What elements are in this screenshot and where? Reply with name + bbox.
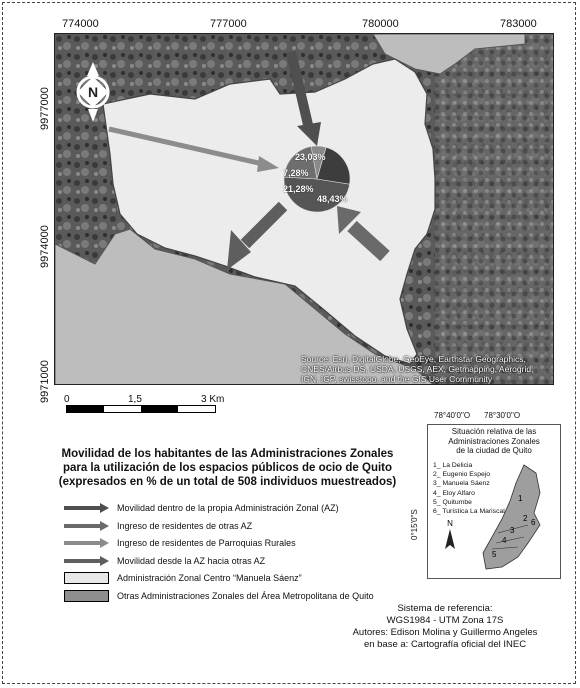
y-coord-label: 9974000	[39, 225, 51, 268]
inset-map	[428, 425, 560, 578]
x-coord-label: 774000	[62, 18, 99, 30]
legend-item	[64, 536, 414, 550]
map-attribution: Source: Esri, DigitalGlobe, GeoEye, Earthstar Geographics, CNES/Airbus DS, USDA, USGS, AEX, Getmapping, Aerogrid, IGN, IGP, swisstopo, and the GIS User Community	[301, 354, 534, 384]
legend-label: Ingreso de residentes de otras AZ	[117, 520, 253, 531]
inset-list-item: 4_ Eloy Alfaro	[433, 489, 475, 497]
inset-title-line: Situación relativa de las	[451, 427, 537, 436]
inset-title-line: Administraciones Zonales	[448, 436, 540, 446]
legend-item	[64, 501, 414, 515]
scale-tick: 3 Km	[201, 394, 225, 405]
location-inset	[427, 424, 561, 579]
title-line: (expresados en % de un total de 508 individuos muestreados)	[58, 476, 397, 488]
zone-number: 3	[510, 526, 515, 535]
inset-lon-label: 78°30'0"O	[484, 411, 521, 420]
zone-number: 6	[531, 518, 536, 527]
reference-line: Sistema de referencia:	[397, 603, 493, 614]
legend-label: Administración Zonal Centro “Manuela Sáenz”	[117, 573, 302, 584]
inset-lon-label: 78°40'0"O	[434, 411, 471, 420]
pie-label-48: 48,43%	[317, 194, 348, 204]
legend-swatch	[64, 590, 109, 602]
map-panel[interactable]	[54, 33, 554, 385]
inset-list-item: 3_ Manuela Sáenz	[433, 480, 490, 488]
zone-number: 2	[523, 514, 528, 523]
legend-label: Otras Administraciones Zonales del Área Metropolitana de Quito	[117, 590, 374, 601]
zone-number: 4	[502, 536, 507, 545]
x-coord-label: 777000	[210, 18, 247, 30]
north-letter: N	[87, 84, 99, 100]
zone-number: 5	[492, 550, 497, 559]
pie-label-7: 7,28%	[283, 168, 309, 178]
reference-line: Autores: Edison Molina y Guillermo Angeles	[352, 627, 538, 638]
map-canvas	[55, 34, 554, 385]
scale-tick: 0	[64, 394, 70, 405]
legend	[64, 501, 414, 607]
y-coord-label: 9977000	[39, 87, 51, 130]
title-line: para la utilización de los espacios públicos de ocio de Quito	[62, 462, 393, 474]
scale-tick: 1,5	[128, 394, 142, 405]
inset-list-item: 5_ Quitumbe	[433, 498, 472, 506]
legend-arrow-icon	[64, 521, 109, 531]
legend-item	[64, 519, 414, 533]
reference-block	[320, 603, 570, 651]
inset-title-line: de la ciudad de Quito	[456, 446, 532, 455]
inset-list-item: 2_ Eugenio Espejo	[433, 471, 491, 479]
legend-item	[64, 554, 414, 568]
legend-item	[64, 571, 414, 585]
inset-list-item: 1_ La Delicia	[433, 462, 473, 469]
inset-lat-label: 0°15'0"S	[410, 509, 419, 540]
title-line: Movilidad de los habitantes de las Administraciones Zonales	[61, 448, 394, 460]
inset-north-letter: N	[447, 519, 453, 528]
legend-arrow-icon	[64, 556, 109, 566]
map-title	[40, 447, 415, 489]
legend-swatch	[64, 572, 109, 584]
zone-number: 1	[518, 494, 523, 503]
scale-bar	[66, 405, 216, 413]
x-coord-label: 780000	[362, 18, 399, 30]
reference-line: WGS1984 - UTM Zona 17S	[386, 615, 504, 626]
legend-label: Ingreso de residentes de Parroquias Rurales	[117, 538, 296, 549]
x-coord-label: 783000	[500, 18, 537, 30]
legend-arrow-icon	[64, 503, 109, 513]
reference-line: en base a: Cartografía oficial del INEC	[363, 639, 527, 650]
y-coord-label: 9971000	[39, 360, 51, 403]
inset-north-arrow	[445, 519, 455, 549]
legend-label: Movilidad dentro de la propia Administración Zonal (AZ)	[117, 503, 339, 513]
legend-label: Movilidad desde la AZ hacia otras AZ	[117, 555, 266, 566]
pie-label-21: 21,28%	[283, 184, 314, 194]
pie-label-23: 23,03%	[295, 152, 326, 162]
inset-list-item: 6_ Turística La Mariscal	[433, 508, 505, 516]
legend-item	[64, 589, 414, 603]
legend-arrow-icon	[64, 538, 109, 548]
